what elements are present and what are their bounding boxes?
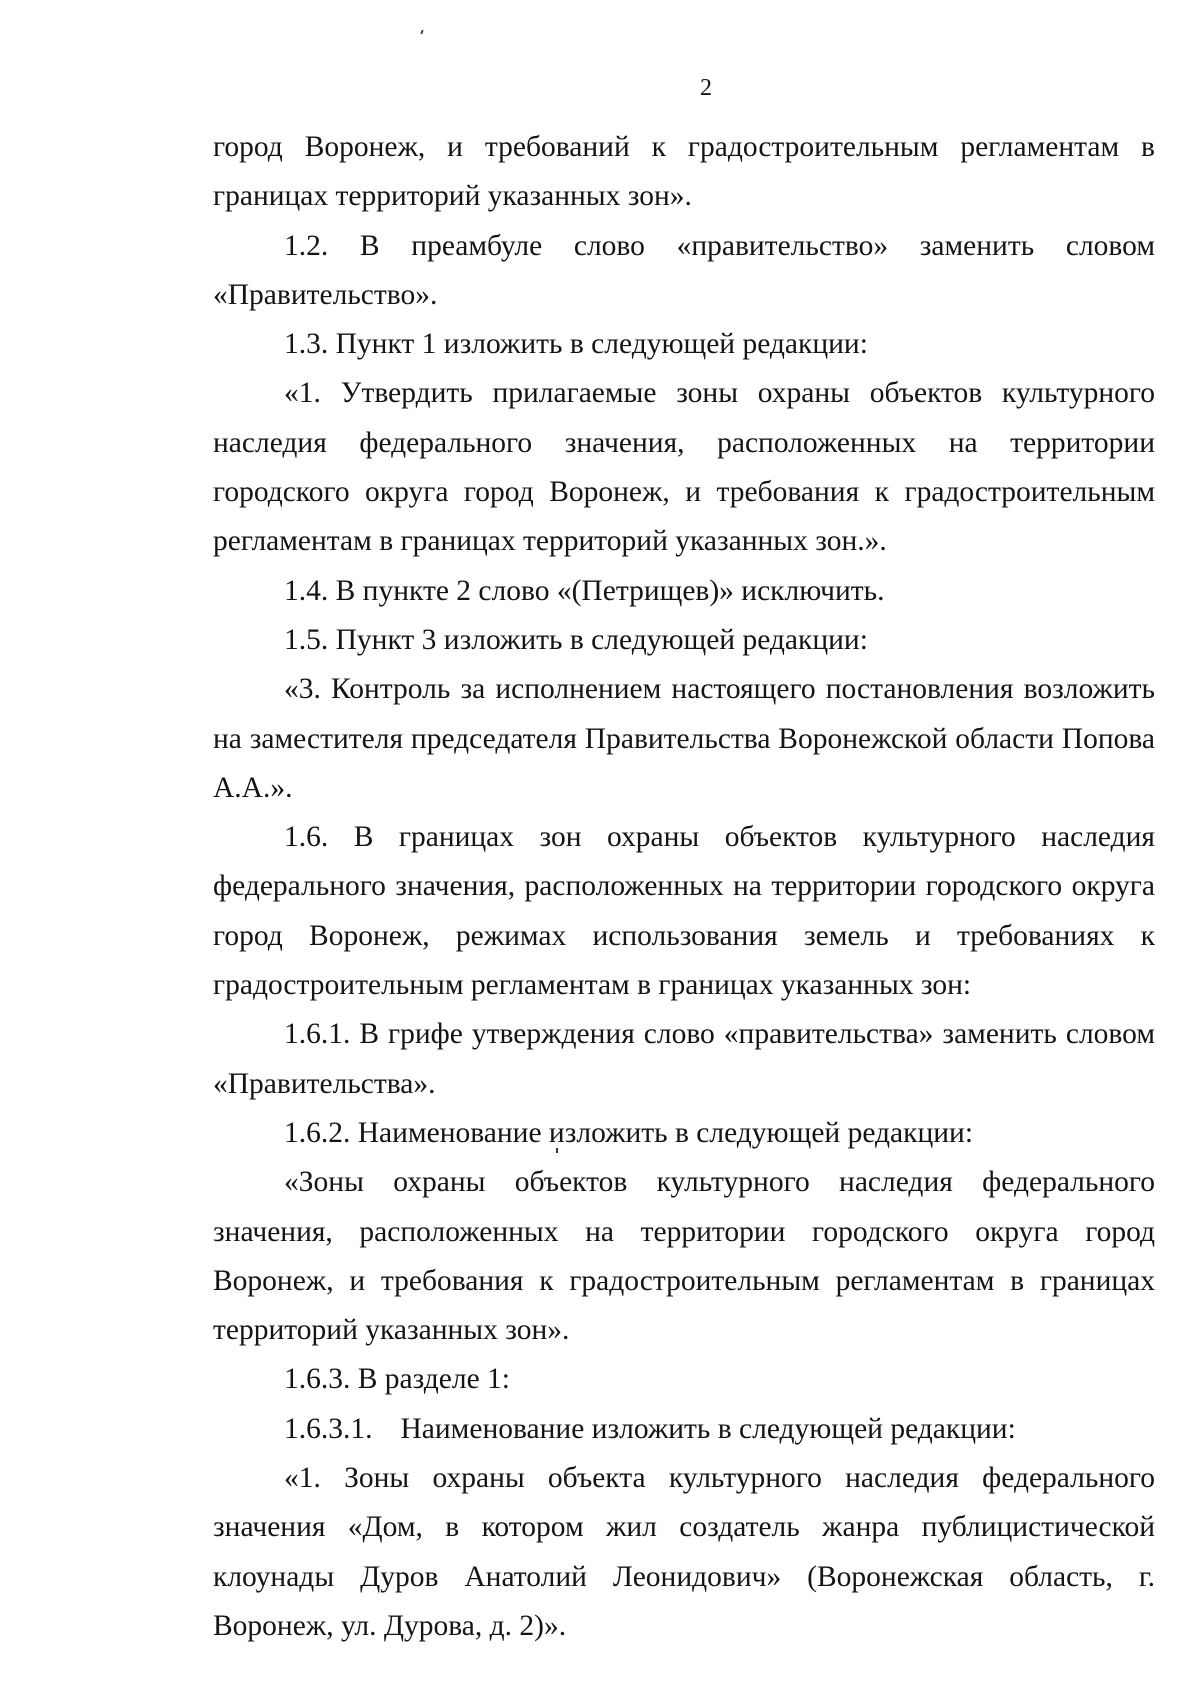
paragraph-quote-3: «3. Контроль за исполнением настоящего постановления возложить на заместителя председателя Правительства Воронежской области Попова А.А.». [213,673,1155,804]
paragraph-text: Наименование изложить в следующей редакции: [400,1412,1016,1445]
document-body [213,123,1155,1651]
paragraph-1-6-3: 1.6.3. В разделе 1: [284,1363,511,1396]
paragraph-continuation: город Воронеж, и требований к градостроительным регламентам в границах территорий указанных зон». [213,131,1155,213]
paragraph-1-2: 1.2. В преамбуле слово «правительство» заменить словом «Правительство». [213,229,1155,311]
paragraph-1-3: 1.3. Пункт 1 изложить в следующей редакции: [284,328,868,361]
paragraph-quote-1: «1. Утвердить прилагаемые зоны охраны объектов культурного наследия федерального значения, расположенных на территории городского округа город Воронеж, и требования к градостроительным регламентам в границах территорий указанных зон.». [213,377,1155,558]
paragraph-quote-zones: «Зоны охраны объектов культурного наследия федерального значения, расположенных на территории городского округа город Воронеж, и требования к градостроительным регламентам в границах территорий указанных зон». [213,1166,1155,1347]
scan-speck [420,30,423,34]
page-number: 2 [700,75,712,101]
paragraph-1-6-1: 1.6.1. В грифе утверждения слово «правительства» заменить словом «Правительства». [213,1018,1155,1100]
paragraph-1-6-2: 1.6.2. Наименование изложить в следующей редакции: [284,1116,974,1149]
paragraph-number: 1.6.3.1. [284,1412,373,1445]
paragraph-1-4: 1.4. В пункте 2 слово «(Петрищев)» исключить. [284,574,885,607]
paragraph-1-6: 1.6. В границах зон охраны объектов культурного наследия федерального значения, расположенных на территории городского округа город Воронеж, режимах использования земель и требованиях к градостроительным регламентам в границах указанных зон: [213,821,1155,1002]
paragraph-1-6-3-1 [213,1405,1155,1454]
paragraph-quote-section-1: «1. Зоны охраны объекта культурного наследия федерального значения «Дом, в котором жил создатель жанра публицистической клоунады Дуров Анатолий Леонидович» (Воронежская область, г. Воронеж, ул. Дурова, д. 2)». [213,1462,1155,1642]
paragraph-1-5: 1.5. Пункт 3 изложить в следующей редакции: [284,623,868,656]
